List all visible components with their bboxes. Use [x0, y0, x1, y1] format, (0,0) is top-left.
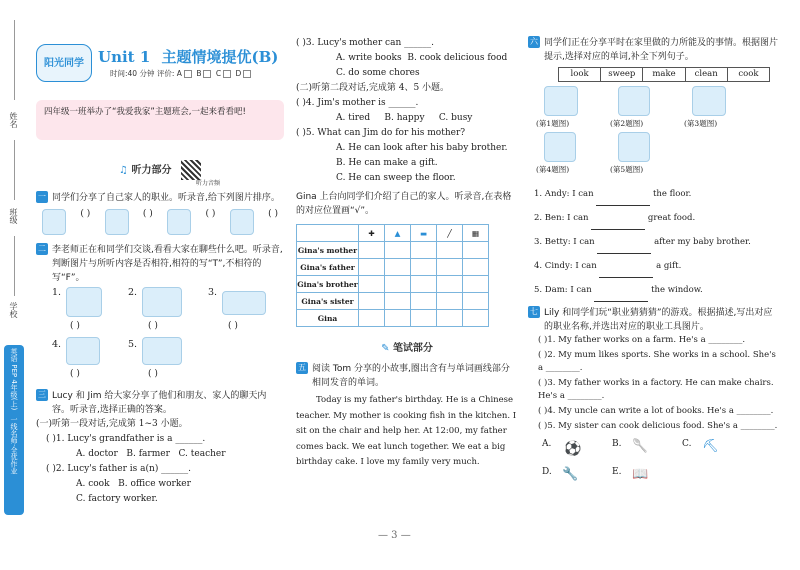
option[interactable]: B. cook delicious food	[407, 53, 508, 63]
option[interactable]: C. do some chores	[336, 68, 420, 78]
meta-line	[110, 68, 253, 79]
divider	[14, 20, 15, 100]
word-option: clean	[686, 68, 728, 81]
table-cell[interactable]	[463, 293, 489, 310]
option[interactable]: A. write books	[336, 53, 402, 63]
section-6	[528, 36, 780, 64]
gina-table	[296, 224, 489, 327]
name-label: 姓名	[9, 112, 18, 128]
word-bank	[558, 67, 770, 82]
s2-image-3	[222, 291, 266, 315]
sentence-end: a gift.	[656, 261, 682, 271]
grade-a: A	[176, 69, 182, 78]
item-number: 2.	[128, 287, 138, 298]
music-note-icon: ♫	[119, 165, 128, 176]
question: ( )5. My sister can cook delicious food. She's a ________.	[538, 421, 778, 431]
section-instruction: Lily 和同学们玩“职业猜猜猜”的游戏。根据描述,写出对应的职业名称,并选出对应的职业工具图片。	[544, 308, 773, 332]
table-corner	[297, 225, 359, 242]
page-number: — 3 —	[378, 530, 411, 541]
table-cell[interactable]	[411, 259, 437, 276]
s2-image-2	[142, 287, 182, 317]
item-number: 1.	[52, 287, 62, 298]
question: ( )5. What can Jim do for his mother?	[296, 128, 466, 138]
column-3	[528, 36, 780, 495]
divider	[14, 236, 15, 296]
item-number: 5.	[128, 339, 138, 350]
sweeping-image	[544, 86, 578, 116]
answer-paren[interactable]: ( )	[148, 369, 158, 379]
answer-paren[interactable]: ( )	[205, 209, 216, 219]
part-instruction: (一)听第一段对话,完成第 1~3 小题。	[36, 419, 188, 429]
section-number: 一	[38, 192, 46, 201]
tools-icon[interactable]: 🔧	[562, 467, 579, 482]
writing-heading	[296, 339, 518, 354]
options	[296, 141, 518, 186]
table-cell[interactable]	[463, 259, 489, 276]
pic-label: (第5题图)	[610, 165, 644, 174]
question: ( )4. Jim's mother is ______.	[296, 98, 419, 108]
option[interactable]: A. He can look after his baby brother.	[336, 143, 508, 153]
answer-paren[interactable]: ( )	[228, 321, 238, 331]
option[interactable]: A. tired	[336, 113, 371, 123]
item-number: 4.	[52, 339, 62, 350]
row-header: Gina	[297, 310, 359, 327]
table-cell[interactable]	[437, 242, 463, 259]
table-cell[interactable]	[385, 293, 411, 310]
intro-banner: 四年级一班举办了“我爱我家”主题班会,一起来看看吧!	[36, 100, 284, 140]
sentence	[534, 182, 780, 206]
section-number: 五	[298, 363, 306, 372]
bandage-icon: ✚	[359, 225, 385, 242]
answer-paren[interactable]: ( )	[268, 209, 278, 219]
table-row	[297, 276, 489, 293]
section-number: 二	[38, 244, 46, 253]
sentence-end: great food.	[647, 213, 696, 223]
section-instruction: 同学们正在分享平时在家里做的力所能及的事情。根据图片提示,选择对应的单词,补全下列句子。	[544, 38, 779, 62]
question: ( )2. Lucy's father is a(n) ______.	[46, 464, 192, 474]
options	[36, 447, 284, 462]
question: ( )1. My father works on a farm. He's a ________.	[538, 335, 746, 345]
table-cell[interactable]	[463, 310, 489, 327]
option[interactable]: C. He can sweep the floor.	[336, 173, 456, 183]
question: ( )3. My father works in a factory. He can make chairs. He's a ________.	[538, 378, 774, 401]
table-row	[297, 310, 489, 327]
option[interactable]: C. teacher	[178, 449, 226, 459]
table-cell[interactable]	[437, 259, 463, 276]
s2-image-4	[66, 337, 100, 365]
shovel-icon[interactable]: ⛏	[702, 439, 719, 454]
book-icon[interactable]: 📖	[632, 467, 649, 482]
question: ( )4. My uncle can write a lot of books. He's a ________.	[538, 406, 774, 416]
syringe-icon: ╱	[437, 225, 463, 242]
section-4	[296, 190, 518, 218]
s7-items	[528, 334, 780, 433]
s6-sentences	[528, 182, 780, 302]
unit-label: Unit 1	[98, 48, 151, 66]
table-cell[interactable]	[385, 242, 411, 259]
sentence	[534, 278, 780, 302]
option[interactable]: C. factory worker.	[76, 494, 158, 504]
table-cell[interactable]	[359, 276, 385, 293]
window-cleaning-image	[618, 132, 650, 162]
table-cell[interactable]	[359, 310, 385, 327]
blank[interactable]	[591, 220, 645, 230]
spoon-icon[interactable]: 🥄	[632, 439, 649, 454]
section-2	[36, 243, 284, 285]
sentence-start: 2. Ben: I can	[534, 213, 589, 223]
qr-code-icon[interactable]	[181, 160, 201, 180]
table-cell[interactable]	[463, 276, 489, 293]
sentence-end: after my baby brother.	[654, 237, 751, 247]
item-number: 3.	[208, 287, 218, 298]
grade-b: B	[196, 69, 202, 78]
pic-label: (第4题图)	[536, 165, 570, 174]
word-option: look	[559, 68, 601, 81]
row-header: Gina's mother	[297, 242, 359, 259]
listening-heading	[36, 160, 284, 187]
sentence-end: the floor.	[653, 189, 692, 199]
sentence	[534, 230, 780, 254]
grade-box[interactable]	[223, 70, 231, 78]
machine-icon: ▦	[463, 225, 489, 242]
teacher-image	[230, 209, 254, 235]
s6-pictures	[528, 86, 780, 182]
option[interactable]: B. He can make a gift.	[336, 158, 438, 168]
word-option: make	[643, 68, 685, 81]
divider	[14, 140, 15, 200]
sentence-start: 1. Andy: I can	[534, 189, 594, 199]
answer-paren[interactable]: ( )	[148, 321, 158, 331]
blank[interactable]	[596, 196, 650, 206]
pic-label: (第1题图)	[536, 119, 570, 128]
table-row	[297, 293, 489, 310]
row-header: Gina's brother	[297, 276, 359, 293]
section-number: 三	[38, 390, 46, 399]
listening-title: 听力部分	[131, 165, 172, 176]
section-instruction: 阅读 Tom 分享的小故事,圈出含有与单词画线部分相同发音的单词。	[312, 364, 510, 388]
answer-paren[interactable]: ( )	[142, 209, 153, 219]
table-cell[interactable]	[437, 310, 463, 327]
options	[296, 51, 518, 81]
row-header: Gina's father	[297, 259, 359, 276]
writing-title: 笔试部分	[392, 343, 433, 354]
table-cell[interactable]	[411, 310, 437, 327]
table-cell[interactable]	[359, 242, 385, 259]
gift-image	[544, 132, 576, 162]
option[interactable]: A. doctor	[76, 449, 118, 459]
section-instruction: 李老师正在和同学们交谈,看看大家在聊些什么吧。听录音,判断图片与所听内容是否相符,相符的写“T”,不相符的写“F”。	[52, 245, 283, 283]
answer-paren[interactable]: ( )	[80, 209, 91, 219]
book-icon: ▬	[411, 225, 437, 242]
hat-icon: ▲	[385, 225, 411, 242]
sentence	[534, 254, 780, 278]
logo: 阳光同学	[36, 44, 92, 82]
sentence-start: 4. Cindy: I can	[534, 261, 597, 271]
table-row	[297, 259, 489, 276]
time-label: 时间:40 分钟	[110, 69, 155, 78]
answer-paren[interactable]: ( )	[70, 369, 80, 379]
blank[interactable]	[599, 268, 653, 278]
option[interactable]: B. happy	[384, 113, 425, 123]
story-passage: Today is my father's birthday. He is a Chinese teacher. My mother is cooking fish in the kitchen. I sit on the chair and help her. At 12:00, my father comes back. We eat lunch together. We eat a big birthday cake. I love my family very much.	[296, 395, 517, 467]
pic-label: (第2题图)	[610, 119, 644, 128]
column-2	[296, 36, 518, 471]
pencil-icon: ✎	[381, 343, 390, 354]
cooking-image	[618, 86, 650, 116]
section-number: 六	[530, 37, 538, 46]
answer-paren[interactable]: ( )	[70, 321, 80, 331]
option[interactable]: B. office worker	[118, 479, 191, 489]
sentence-start: 3. Betty: I can	[534, 237, 595, 247]
question: ( )3. Lucy's mother can ______.	[296, 38, 434, 48]
sentence	[534, 206, 780, 230]
farmer-image	[42, 209, 66, 235]
blank[interactable]	[597, 244, 651, 254]
s2-image-5	[142, 337, 182, 365]
side-tabs	[4, 345, 24, 515]
table-row	[297, 225, 489, 242]
eval-label: 评价:	[156, 69, 175, 78]
choice-label: A.	[542, 439, 552, 449]
table-cell[interactable]	[437, 276, 463, 293]
section-5	[296, 362, 518, 390]
row-header: Gina's sister	[297, 293, 359, 310]
side-strip	[0, 0, 30, 570]
office-worker-image	[167, 209, 191, 235]
table-cell[interactable]	[411, 242, 437, 259]
table-cell[interactable]	[385, 310, 411, 327]
grade-tab: 英语 PEP 4年级(上)	[10, 348, 18, 411]
table-cell[interactable]	[385, 276, 411, 293]
section-instruction: Gina 上台向同学们介绍了自己的家人。听录音,在表格的对应位置画“√”。	[296, 192, 512, 216]
grade-box[interactable]	[184, 70, 192, 78]
s1-pictures	[36, 205, 284, 239]
question: ( )2. My mum likes sports. She works in a school. She's a ________.	[538, 350, 776, 373]
grade-box[interactable]	[203, 70, 211, 78]
ball-icon[interactable]: ⚽	[564, 441, 582, 457]
class-label: 班级	[9, 208, 18, 224]
section-7	[528, 306, 780, 334]
blank[interactable]	[594, 292, 648, 302]
word-option: cook	[738, 69, 759, 79]
part-instruction: (二)听第二段对话,完成第 4、5 小题。	[296, 83, 450, 93]
section-instruction: Lucy 和 Jim 给大家分享了他们和朋友、家人的聊天内容。听录音,选择正确的答案。	[52, 391, 267, 415]
section-instruction: 同学们分享了自己家人的职业。听录音,给下列图片排序。	[52, 193, 280, 203]
section-1	[36, 191, 284, 205]
s2-image-1	[66, 287, 102, 317]
s2-pictures	[36, 285, 284, 385]
baby-image	[692, 86, 726, 116]
table-cell[interactable]	[359, 293, 385, 310]
question: ( )1. Lucy's grandfather is a ______.	[46, 434, 206, 444]
sentence-end: the window.	[651, 285, 703, 295]
page-title	[98, 46, 278, 67]
pic-label: (第3题图)	[684, 119, 718, 128]
grade-box[interactable]	[243, 70, 251, 78]
section-number: 七	[530, 307, 538, 316]
brand-tab: 一线名师·全优作业	[10, 416, 18, 475]
section-3	[36, 389, 284, 417]
option[interactable]: A. cook	[76, 479, 110, 489]
table-cell[interactable]	[437, 293, 463, 310]
table-cell[interactable]	[359, 259, 385, 276]
grade-c: C	[215, 69, 222, 78]
doctor-image	[105, 209, 129, 235]
tool-choices	[528, 437, 780, 495]
unit-title: 主题情境提优(B)	[161, 48, 279, 66]
school-label: 学校	[9, 302, 18, 318]
table-row	[297, 242, 489, 259]
column-1	[36, 160, 284, 507]
option[interactable]: B. farmer	[126, 449, 170, 459]
choice-label: D.	[542, 467, 552, 477]
word-option: sweep	[601, 68, 643, 81]
table-cell[interactable]	[411, 293, 437, 310]
options	[296, 111, 518, 126]
unit-header	[36, 40, 284, 86]
table-cell[interactable]	[385, 259, 411, 276]
choice-label: E.	[612, 467, 622, 477]
sentence-start: 5. Dam: I can	[534, 285, 592, 295]
grade-d: D	[235, 69, 242, 78]
qr-label: 听力音频	[195, 180, 220, 187]
options	[36, 477, 284, 507]
choice-label: B.	[612, 439, 622, 449]
choice-label: C.	[682, 439, 692, 449]
table-cell[interactable]	[463, 242, 489, 259]
table-cell[interactable]	[411, 276, 437, 293]
option[interactable]: C. busy	[438, 113, 473, 123]
